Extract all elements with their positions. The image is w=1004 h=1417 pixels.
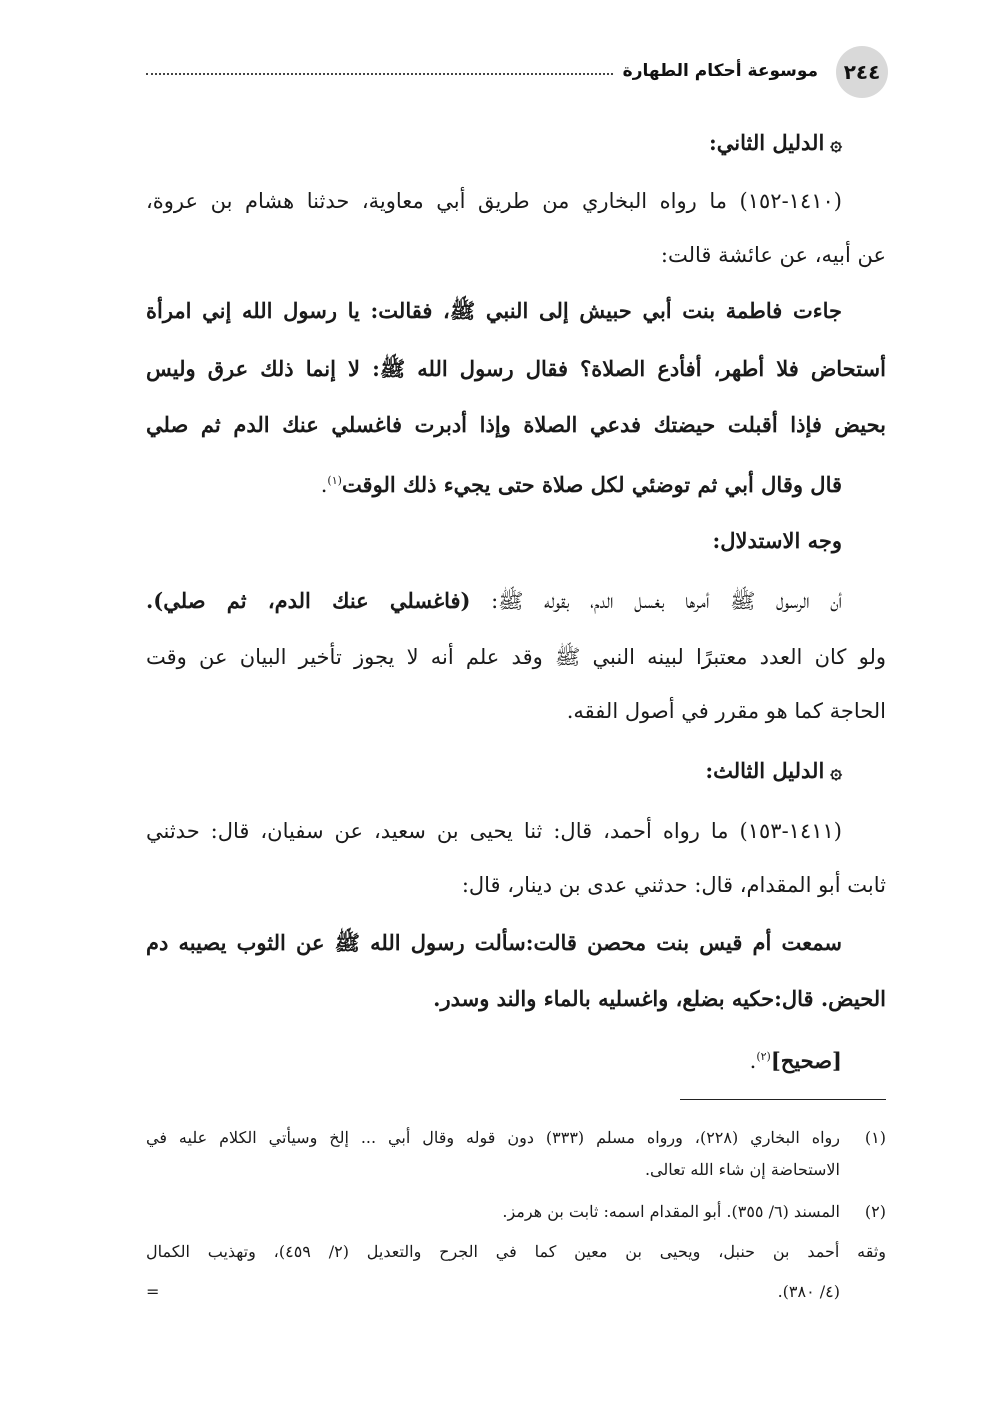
paragraph-line: أن الرسول ﷺ أمرها بغسل الدم، بقوله ﷺ: (فاغسلي عنك الدم، ثم صلي). <box>146 588 842 613</box>
footnote-text: الاستحاضة إن شاء الله تعالى. <box>644 1160 840 1179</box>
hadith-line: الحيض. قال:حكيه بضلع، واغسليه بالماء والند وسدر. <box>433 986 886 1011</box>
heading-third-evidence: ۞الدليل الثالث: <box>705 758 842 783</box>
footnote-separator <box>680 1099 886 1100</box>
paragraph-line: ولو كان العدد معتبرًا لبينه النبي ﷺ وقد علم أنه لا يجوز تأخير البيان عن وقت <box>146 645 886 669</box>
footnote-text: وثقه أحمد بن حنبل، ويحيى بن معين كما في الجرح والتعديل (٢/ ٤٥٩)، وتهذيب الكمال <box>146 1242 886 1261</box>
narration-line: (١٤١١-١٥٣) ما رواه أحمد، قال: ثنا يحيى بن سعيد، عن سفيان، قال: حدثني <box>146 819 842 843</box>
footnote-number: (٢) <box>864 1202 886 1221</box>
ornament-icon: ۞ <box>830 131 842 155</box>
footnote-ref: (١) <box>327 474 342 487</box>
footnote-text: المسند (٦/ ٣٥٥). أبو المقدام اسمه: ثابت بن هرمز. <box>502 1202 840 1221</box>
footnote-text: رواه البخاري (٢٢٨)، ورواه مسلم (٣٣٣) دون قوله وقال أبي ... إلخ وسيأتي الكلام عليه في <box>146 1128 840 1147</box>
footnote-ref: (٢) <box>756 1050 771 1063</box>
hadith-line: بحيض فإذا أقبلت حيضتك فدعي الصلاة وإذا أدبرت فاغسلي عنك الدم ثم صلي <box>146 412 886 437</box>
hadith-grade: [صحيح]$^{(٢)}$. <box>749 1048 842 1073</box>
hadith-line: أستحاض فلا أطهر، أفأدع الصلاة؟ فقال رسول الله ﷺ: لا إنما ذلك عرق وليس <box>146 356 886 381</box>
narration-line: (١٤١٠-١٥٢) ما رواه البخاري من طريق أبي معاوية، حدثنا هشام بن عروة، <box>146 189 842 213</box>
hadith-line: جاءت فاطمة بنت أبي حبيش إلى النبي ﷺ، فقالت: يا رسول الله إني امرأة <box>146 298 842 323</box>
header-dotted-rule <box>146 73 613 75</box>
narration-line: عن أبيه، عن عائشة قالت: <box>660 243 886 267</box>
section-heading: وجه الاستدلال: <box>712 528 842 553</box>
hadith-line: سمعت أم قيس بنت محصن قالت:سألت رسول الله ﷺ عن الثوب يصيبه دم <box>146 930 842 955</box>
book-title: موسوعة أحكام الطهارة <box>622 61 818 81</box>
heading-second-evidence: ۞الدليل الثاني: <box>709 130 842 155</box>
footnote-text: (٤/ ٣٨٠). <box>777 1282 840 1301</box>
footnote-number: (١) <box>864 1128 886 1147</box>
continuation-mark: = <box>146 1282 160 1301</box>
running-header <box>146 58 828 84</box>
narration-line: ثابت أبو المقدام، قال: حدثني عدى بن دينار، قال: <box>461 873 886 897</box>
paragraph-line: الحاجة كما هو مقرر في أصول الفقه. <box>566 699 886 723</box>
hadith-line: قال وقال أبي ثم توضئي لكل صلاة حتى يجيء ذلك الوقت$^{(١)}$. <box>320 472 842 497</box>
ornament-icon: ۞ <box>830 759 842 783</box>
page-number: ٢٤٤ <box>836 46 888 98</box>
